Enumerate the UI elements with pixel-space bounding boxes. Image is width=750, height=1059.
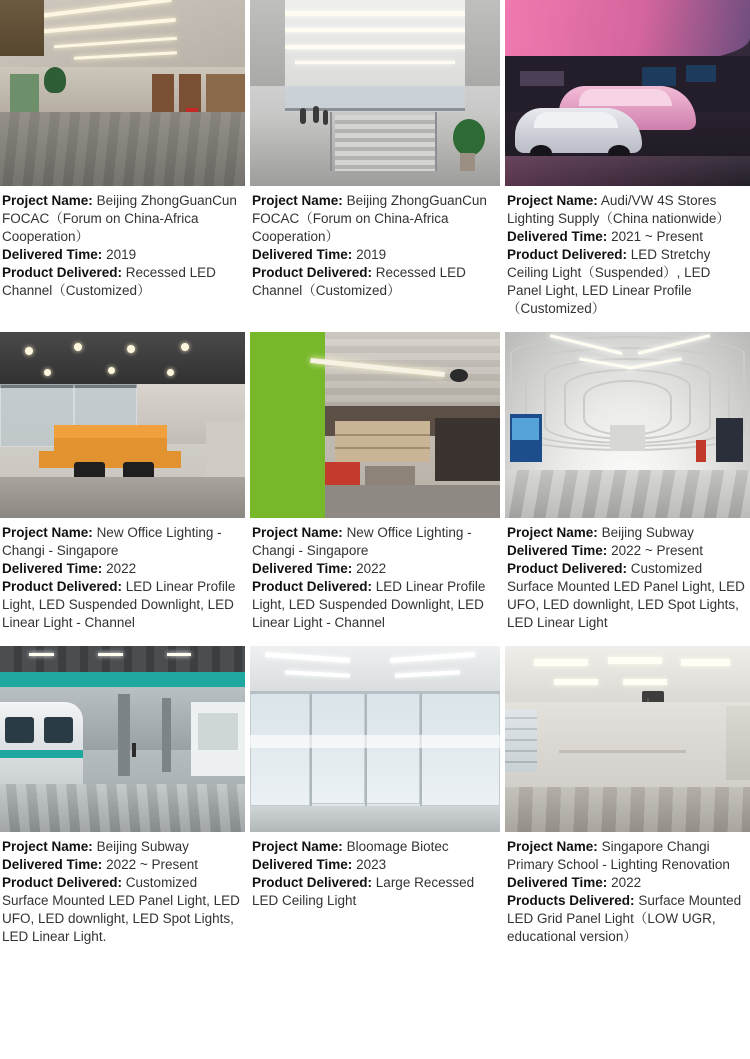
product-delivered-value: Customized Surface Mounted LED Panel Light, LED UFO, LED downlight, LED Spot Lights, LED Linear Light: [507, 561, 745, 630]
beijing-zhongguancun-focac-hall-photo: [0, 0, 245, 186]
product-delivered-label: Product Delivered:: [252, 875, 373, 890]
beijing-subway-tunnel-corridor-photo: [505, 332, 750, 518]
project-name-label: Project Name:: [2, 839, 93, 854]
project-name-label: Project Name:: [252, 839, 343, 854]
beijing-subway-platform-train-photo: [0, 646, 245, 832]
products-delivered-value: Surface Mounted LED Grid Panel Light（LOW UGR, educational version）: [507, 893, 742, 944]
project-name-label: Project Name:: [507, 525, 598, 540]
delivered-time-value: 2019: [106, 247, 137, 262]
delivered-time-value: 2022: [106, 561, 137, 576]
product-delivered-label: Product Delivered:: [252, 265, 373, 280]
product-delivered-label: Product Delivered:: [252, 579, 373, 594]
delivered-time-label: Delivered Time:: [252, 247, 353, 262]
project-name-value: New Office Lighting - Changi - Singapore: [252, 525, 472, 558]
project-caption: [0, 518, 245, 632]
project-caption: [0, 832, 245, 946]
product-delivered-label: Product Delivered:: [2, 875, 123, 890]
product-delivered-value: LED Linear Profile Light, LED Suspended Downlight, LED Linear Light - Channel: [2, 579, 236, 630]
project-caption: [505, 186, 750, 318]
delivered-time-label: Delivered Time:: [507, 229, 608, 244]
product-delivered-label: Product Delivered:: [507, 561, 628, 576]
delivered-time-value: 2023: [356, 857, 387, 872]
beijing-zhongguancun-focac-atrium-photo: [250, 0, 500, 186]
project-card: [0, 646, 245, 960]
delivered-time-label: Delivered Time:: [2, 247, 103, 262]
product-delivered-value: LED Stretchy Ceiling Light（Suspended）, LED Panel Light, LED Linear Profile（Customized）: [507, 247, 711, 316]
project-name-value: Bloomage Biotec: [346, 839, 449, 854]
delivered-time-value: 2022 ~ Present: [611, 543, 704, 558]
project-card: [250, 646, 500, 960]
delivered-time-value: 2019: [356, 247, 387, 262]
bloomage-biotec-glass-partition-office-photo: [250, 646, 500, 832]
new-office-changi-singapore-open-plan-photo: [0, 332, 245, 518]
project-name-value: Beijing ZhongGuanCun FOCAC（Forum on China-Africa Cooperation）: [252, 193, 487, 244]
project-name-label: Project Name:: [2, 525, 93, 540]
delivered-time-label: Delivered Time:: [507, 543, 608, 558]
products-delivered-label: Products Delivered:: [507, 893, 635, 908]
product-delivered-value: Recessed LED Channel（Customized）: [2, 265, 216, 298]
new-office-changi-singapore-green-wall-photo: [250, 332, 500, 518]
delivered-time-value: 2022: [611, 875, 642, 890]
delivered-time-value: 2022 ~ Present: [106, 857, 199, 872]
project-caption: [505, 832, 750, 946]
singapore-changi-primary-school-classroom-photo: [505, 646, 750, 832]
product-delivered-label: Product Delivered:: [507, 247, 628, 262]
project-name-label: Project Name:: [507, 839, 598, 854]
delivered-time-label: Delivered Time:: [2, 857, 103, 872]
delivered-time-label: Delivered Time:: [252, 561, 353, 576]
delivered-time-value: 2021 ~ Present: [611, 229, 704, 244]
project-name-value: Audi/VW 4S Stores Lighting Supply（China nationwide）: [507, 193, 730, 226]
product-delivered-value: LED Linear Profile Light, LED Suspended Downlight, LED Linear Light - Channel: [252, 579, 486, 630]
product-delivered-value: Customized Surface Mounted LED Panel Light, LED UFO, LED downlight, LED Spot Lights, LED Linear Light.: [2, 875, 240, 944]
project-caption: [505, 518, 750, 632]
project-caption: [250, 832, 500, 910]
project-caption: [250, 518, 500, 632]
project-name-value: New Office Lighting - Changi - Singapore: [2, 525, 222, 558]
project-name-label: Project Name:: [507, 193, 598, 208]
project-name-value: Beijing Subway: [96, 839, 189, 854]
delivered-time-value: 2022: [356, 561, 387, 576]
project-card: [0, 332, 245, 646]
audi-vw-4s-store-showroom-photo: [505, 0, 750, 186]
project-name-label: Project Name:: [252, 525, 343, 540]
delivered-time-label: Delivered Time:: [252, 857, 353, 872]
project-card: [250, 332, 500, 646]
project-name-label: Project Name:: [2, 193, 93, 208]
project-card: [0, 0, 245, 332]
project-caption: [0, 186, 245, 300]
project-name-value: Beijing ZhongGuanCun FOCAC（Forum on China-Africa Cooperation）: [2, 193, 237, 244]
project-name-label: Project Name:: [252, 193, 343, 208]
product-delivered-value: Large Recessed LED Ceiling Light: [252, 875, 475, 908]
product-delivered-label: Product Delivered:: [2, 265, 123, 280]
project-card: [505, 0, 750, 332]
delivered-time-label: Delivered Time:: [507, 875, 608, 890]
project-card: [250, 0, 500, 332]
project-name-value: Beijing Subway: [601, 525, 694, 540]
project-caption: [250, 186, 500, 300]
product-delivered-value: Recessed LED Channel（Customized）: [252, 265, 466, 298]
delivered-time-label: Delivered Time:: [2, 561, 103, 576]
project-name-value: Singapore Changi Primary School - Lighting Renovation: [507, 839, 730, 872]
product-delivered-label: Product Delivered:: [2, 579, 123, 594]
project-card: [505, 332, 750, 646]
project-card: [505, 646, 750, 960]
